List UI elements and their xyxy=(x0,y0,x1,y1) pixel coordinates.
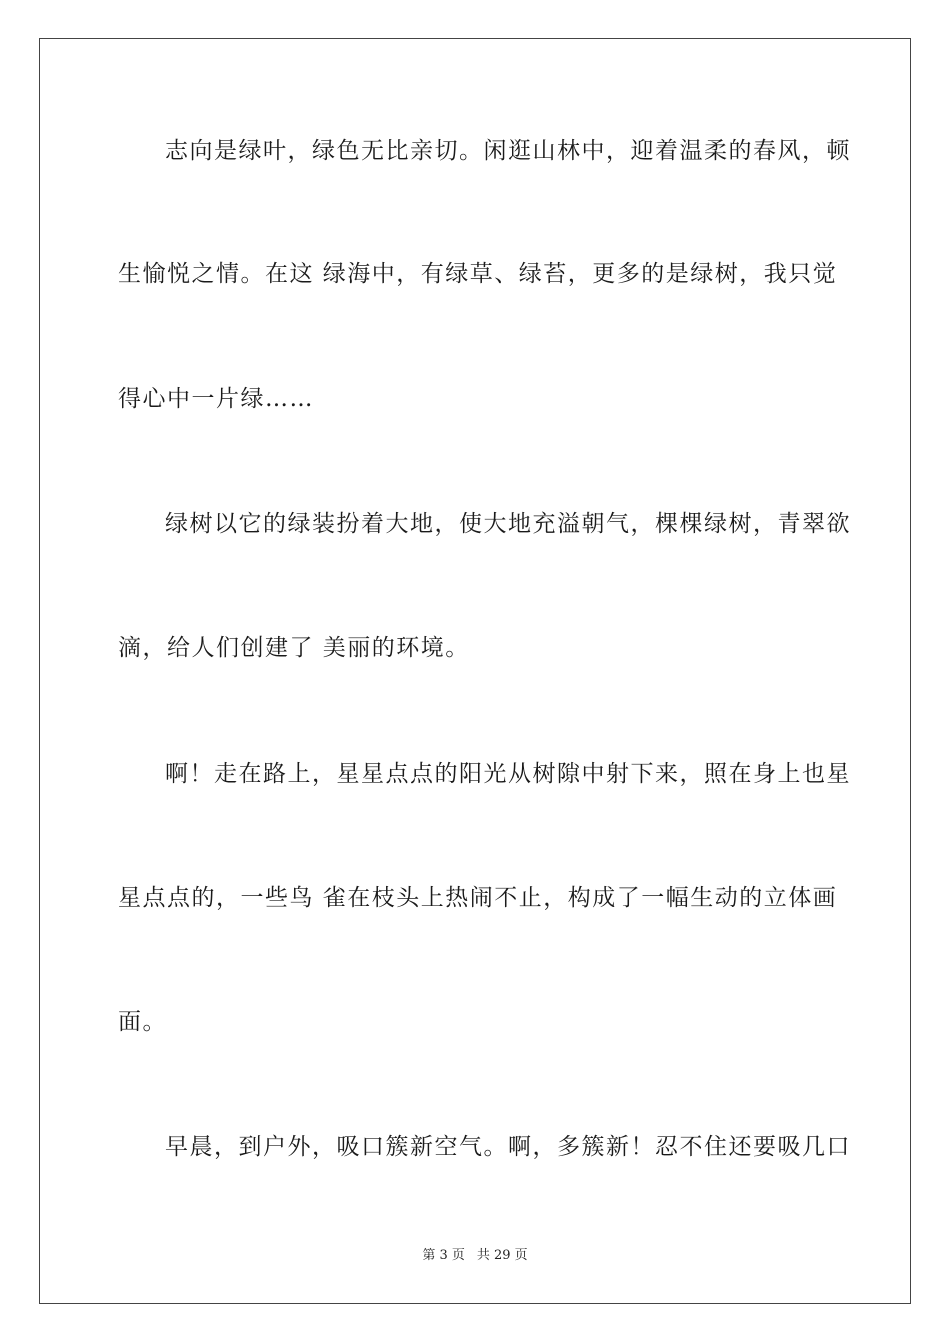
page-footer xyxy=(0,1248,950,1264)
page-border xyxy=(39,38,911,1304)
paragraph-1-line-1: 志向是绿叶，绿色无比亲切。闲逛山林中，迎着温柔的春风，顿 xyxy=(165,138,851,164)
paragraph-3-line-1: 啊！走在路上，星星点点的阳光从树隙中射下来，照在身上也星 xyxy=(165,761,851,787)
paragraph-1-line-2: 生愉悦之情。在这 绿海中，有绿草、绿苔，更多的是绿树，我只觉 xyxy=(118,261,838,287)
paragraph-2-line-1: 绿树以它的绿装扮着大地，使大地充溢朝气，棵棵绿树，青翠欲 xyxy=(165,511,851,537)
paragraph-3-line-3: 面。 xyxy=(118,1009,167,1035)
paragraph-3-line-2: 星点点的，一些鸟 雀在枝头上热闹不止，构成了一幅生动的立体画 xyxy=(118,885,838,911)
page-total: 共 29 页 xyxy=(476,1248,528,1263)
page-number: 第 3 页 xyxy=(422,1248,465,1263)
paragraph-4-line-1: 早晨，到户外，吸口簇新空气。啊，多簇新！忍不住还要吸几口 xyxy=(165,1134,851,1160)
paragraph-1-line-3: 得心中一片绿…… xyxy=(118,386,314,412)
paragraph-2-line-2: 滴，给人们创建了 美丽的环境。 xyxy=(118,635,470,661)
